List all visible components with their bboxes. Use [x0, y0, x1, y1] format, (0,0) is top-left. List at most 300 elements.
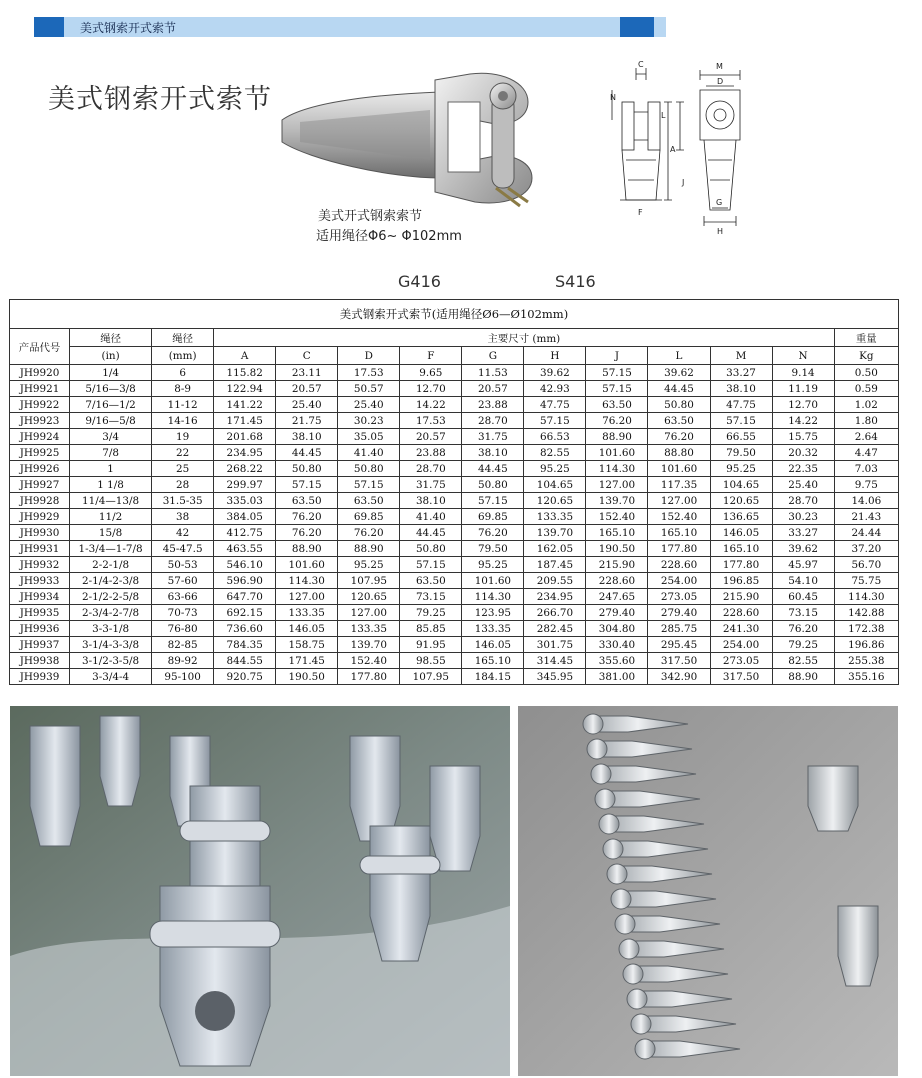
- cell-code: JH9932: [10, 557, 70, 573]
- cell-rope-in: 7/16—1/2: [70, 397, 152, 413]
- header-cap-left: [34, 17, 64, 37]
- cell-g: 57.15: [462, 493, 524, 509]
- cell-n: 28.70: [772, 493, 834, 509]
- cell-h: 47.75: [524, 397, 586, 413]
- cell-a: 463.55: [214, 541, 276, 557]
- dim-label-n: N: [610, 93, 616, 102]
- cell-j: 215.90: [586, 557, 648, 573]
- cell-m: 136.65: [710, 509, 772, 525]
- cell-l: 285.75: [648, 621, 710, 637]
- table-row: [10, 477, 899, 493]
- cell-h: 266.70: [524, 605, 586, 621]
- cell-rope-in: 15/8: [70, 525, 152, 541]
- cell-l: 101.60: [648, 461, 710, 477]
- cell-m: 254.00: [710, 637, 772, 653]
- cell-weight: 21.43: [834, 509, 898, 525]
- cell-l: 76.20: [648, 429, 710, 445]
- cell-rope-in: 2-1/2-2-5/8: [70, 589, 152, 605]
- cell-h: 104.65: [524, 477, 586, 493]
- table-row: [10, 637, 899, 653]
- cell-m: 47.75: [710, 397, 772, 413]
- cell-c: 88.90: [276, 541, 338, 557]
- cell-m: 33.27: [710, 365, 772, 381]
- cell-code: JH9938: [10, 653, 70, 669]
- cell-m: 120.65: [710, 493, 772, 509]
- cell-weight: 75.75: [834, 573, 898, 589]
- cell-j: 63.50: [586, 397, 648, 413]
- cell-code: JH9935: [10, 605, 70, 621]
- cell-f: 17.53: [400, 413, 462, 429]
- cell-weight: 9.75: [834, 477, 898, 493]
- cell-rope-mm: 82-85: [152, 637, 214, 653]
- cell-h: 314.45: [524, 653, 586, 669]
- cell-j: 247.65: [586, 589, 648, 605]
- cell-l: 342.90: [648, 669, 710, 685]
- cell-weight: 2.64: [834, 429, 898, 445]
- cell-n: 14.22: [772, 413, 834, 429]
- cell-f: 9.65: [400, 365, 462, 381]
- cell-g: 11.53: [462, 365, 524, 381]
- cell-d: 88.90: [338, 541, 400, 557]
- cell-c: 50.80: [276, 461, 338, 477]
- cell-d: 63.50: [338, 493, 400, 509]
- cell-j: 228.60: [586, 573, 648, 589]
- cell-a: 412.75: [214, 525, 276, 541]
- table-row: [10, 589, 899, 605]
- header-main-dims: 主要尺寸 (mm): [214, 329, 834, 347]
- cell-m: 165.10: [710, 541, 772, 557]
- dim-label-h: H: [717, 227, 724, 235]
- cell-h: 301.75: [524, 637, 586, 653]
- cell-n: 39.62: [772, 541, 834, 557]
- cell-rope-mm: 50-53: [152, 557, 214, 573]
- dim-col-d: D: [338, 347, 400, 365]
- cell-j: 152.40: [586, 509, 648, 525]
- dim-col-l: L: [648, 347, 710, 365]
- cell-f: 23.88: [400, 445, 462, 461]
- cell-c: 57.15: [276, 477, 338, 493]
- cell-l: 127.00: [648, 493, 710, 509]
- cell-rope-in: 3-1/4-3-3/8: [70, 637, 152, 653]
- cell-d: 139.70: [338, 637, 400, 653]
- dim-label-j: J: [682, 178, 685, 187]
- cell-code: JH9922: [10, 397, 70, 413]
- dim-label-m: M: [716, 62, 723, 71]
- cell-code: JH9928: [10, 493, 70, 509]
- socket-eye: [611, 889, 631, 909]
- product-photo-right: [518, 706, 898, 1076]
- cell-rope-mm: 89-92: [152, 653, 214, 669]
- cell-d: 152.40: [338, 653, 400, 669]
- cell-a: 784.35: [214, 637, 276, 653]
- cell-code: JH9933: [10, 573, 70, 589]
- cell-c: 76.20: [276, 525, 338, 541]
- cell-h: 345.95: [524, 669, 586, 685]
- cell-code: JH9923: [10, 413, 70, 429]
- cell-rope-in: 3-3-1/8: [70, 621, 152, 637]
- cell-rope-mm: 76-80: [152, 621, 214, 637]
- cell-h: 120.65: [524, 493, 586, 509]
- header-code: 产品代号: [10, 329, 70, 365]
- cell-h: 282.45: [524, 621, 586, 637]
- product-photo-left: [10, 706, 510, 1076]
- cell-l: 165.10: [648, 525, 710, 541]
- cell-rope-in: 7/8: [70, 445, 152, 461]
- cell-f: 31.75: [400, 477, 462, 493]
- cell-j: 101.60: [586, 445, 648, 461]
- cell-weight: 7.03: [834, 461, 898, 477]
- header-rope-mm: 绳径: [152, 329, 214, 347]
- cell-rope-in: 11/4—13/8: [70, 493, 152, 509]
- socket-eye: [615, 914, 635, 934]
- cell-rope-mm: 28: [152, 477, 214, 493]
- cell-d: 30.23: [338, 413, 400, 429]
- socket-eye: [635, 1039, 655, 1059]
- cell-rope-in: 9/16—5/8: [70, 413, 152, 429]
- socket-eye: [607, 864, 627, 884]
- product-title: 美式钢索开式索节: [48, 84, 272, 115]
- cell-d: 107.95: [338, 573, 400, 589]
- cell-h: 57.15: [524, 413, 586, 429]
- cell-a: 736.60: [214, 621, 276, 637]
- header-weight: 重量: [834, 329, 898, 347]
- dim-col-m: M: [710, 347, 772, 365]
- cell-m: 273.05: [710, 653, 772, 669]
- cell-c: 114.30: [276, 573, 338, 589]
- table-row: [10, 653, 899, 669]
- cell-code: JH9930: [10, 525, 70, 541]
- cell-f: 14.22: [400, 397, 462, 413]
- cell-c: 21.75: [276, 413, 338, 429]
- cell-a: 384.05: [214, 509, 276, 525]
- cell-rope-in: 1-3/4—1-7/8: [70, 541, 152, 557]
- table-row: [10, 493, 899, 509]
- cell-d: 120.65: [338, 589, 400, 605]
- cell-c: 171.45: [276, 653, 338, 669]
- cell-f: 28.70: [400, 461, 462, 477]
- cell-rope-in: 2-2-1/8: [70, 557, 152, 573]
- cell-n: 73.15: [772, 605, 834, 621]
- cell-d: 177.80: [338, 669, 400, 685]
- cell-m: 57.15: [710, 413, 772, 429]
- cell-j: 330.40: [586, 637, 648, 653]
- cell-a: 201.68: [214, 429, 276, 445]
- dim-col-h: H: [524, 347, 586, 365]
- cell-d: 133.35: [338, 621, 400, 637]
- cell-code: JH9927: [10, 477, 70, 493]
- cell-h: 133.35: [524, 509, 586, 525]
- cell-code: JH9925: [10, 445, 70, 461]
- dim-label-c: C: [638, 60, 644, 69]
- cell-g: 23.88: [462, 397, 524, 413]
- cell-g: 44.45: [462, 461, 524, 477]
- cell-j: 355.60: [586, 653, 648, 669]
- socket-eye: [631, 1014, 651, 1034]
- table-row: [10, 365, 899, 381]
- cell-f: 63.50: [400, 573, 462, 589]
- cell-f: 50.80: [400, 541, 462, 557]
- cell-g: 76.20: [462, 525, 524, 541]
- cell-rope-in: 2-1/4-2-3/8: [70, 573, 152, 589]
- cell-g: 79.50: [462, 541, 524, 557]
- cell-rope-mm: 70-73: [152, 605, 214, 621]
- cell-n: 33.27: [772, 525, 834, 541]
- dim-col-c: C: [276, 347, 338, 365]
- dim-label-d: D: [717, 77, 724, 86]
- cell-f: 20.57: [400, 429, 462, 445]
- cell-f: 98.55: [400, 653, 462, 669]
- cell-rope-mm: 57-60: [152, 573, 214, 589]
- cell-weight: 0.50: [834, 365, 898, 381]
- dim-col-f: F: [400, 347, 462, 365]
- cell-h: 234.95: [524, 589, 586, 605]
- cell-m: 196.85: [710, 573, 772, 589]
- cell-h: 139.70: [524, 525, 586, 541]
- header-title: 美式钢索开式索节: [80, 21, 177, 35]
- cell-c: 63.50: [276, 493, 338, 509]
- cell-m: 241.30: [710, 621, 772, 637]
- cell-m: 95.25: [710, 461, 772, 477]
- cell-g: 133.35: [462, 621, 524, 637]
- cell-weight: 37.20: [834, 541, 898, 557]
- cell-c: 38.10: [276, 429, 338, 445]
- cell-weight: 255.38: [834, 653, 898, 669]
- cell-g: 165.10: [462, 653, 524, 669]
- cell-code: JH9926: [10, 461, 70, 477]
- cell-f: 79.25: [400, 605, 462, 621]
- cell-weight: 1.80: [834, 413, 898, 429]
- table-row: [10, 605, 899, 621]
- cell-m: 228.60: [710, 605, 772, 621]
- product-photo: [270, 60, 550, 210]
- cell-rope-in: 5/16—3/8: [70, 381, 152, 397]
- cell-a: 920.75: [214, 669, 276, 685]
- cell-m: 38.10: [710, 381, 772, 397]
- cell-n: 30.23: [772, 509, 834, 525]
- cell-a: 122.94: [214, 381, 276, 397]
- cell-d: 25.40: [338, 397, 400, 413]
- socket-eye: [619, 939, 639, 959]
- cell-l: 317.50: [648, 653, 710, 669]
- cell-a: 141.22: [214, 397, 276, 413]
- cell-n: 9.14: [772, 365, 834, 381]
- cell-c: 190.50: [276, 669, 338, 685]
- cell-f: 38.10: [400, 493, 462, 509]
- cell-c: 133.35: [276, 605, 338, 621]
- cell-code: JH9929: [10, 509, 70, 525]
- cell-d: 17.53: [338, 365, 400, 381]
- cell-g: 38.10: [462, 445, 524, 461]
- cell-l: 279.40: [648, 605, 710, 621]
- cell-rope-mm: 42: [152, 525, 214, 541]
- cell-weight: 14.06: [834, 493, 898, 509]
- technical-drawing: [600, 60, 760, 235]
- cell-a: 299.97: [214, 477, 276, 493]
- cell-h: 42.93: [524, 381, 586, 397]
- cell-n: 11.19: [772, 381, 834, 397]
- cell-l: 254.00: [648, 573, 710, 589]
- cell-code: JH9920: [10, 365, 70, 381]
- cell-a: 844.55: [214, 653, 276, 669]
- table-row: [10, 381, 899, 397]
- cell-j: 127.00: [586, 477, 648, 493]
- header-rope-in-unit: (in): [70, 347, 152, 365]
- cell-rope-mm: 63-66: [152, 589, 214, 605]
- model-label-s416: S416: [555, 272, 596, 291]
- socket-eye: [599, 814, 619, 834]
- cell-code: JH9921: [10, 381, 70, 397]
- cell-rope-mm: 14-16: [152, 413, 214, 429]
- cell-j: 114.30: [586, 461, 648, 477]
- cell-h: 66.53: [524, 429, 586, 445]
- cell-d: 95.25: [338, 557, 400, 573]
- cell-h: 82.55: [524, 445, 586, 461]
- socket-eye: [587, 739, 607, 759]
- cell-rope-mm: 95-100: [152, 669, 214, 685]
- cell-h: 95.25: [524, 461, 586, 477]
- cell-l: 63.50: [648, 413, 710, 429]
- cell-g: 123.95: [462, 605, 524, 621]
- cell-f: 12.70: [400, 381, 462, 397]
- dim-col-g: G: [462, 347, 524, 365]
- cell-n: 22.35: [772, 461, 834, 477]
- cell-n: 12.70: [772, 397, 834, 413]
- cell-l: 39.62: [648, 365, 710, 381]
- cell-rope-mm: 25: [152, 461, 214, 477]
- cell-rope-mm: 6: [152, 365, 214, 381]
- cell-weight: 196.86: [834, 637, 898, 653]
- cell-j: 57.15: [586, 381, 648, 397]
- cell-d: 69.85: [338, 509, 400, 525]
- cell-rope-in: 3/4: [70, 429, 152, 445]
- table-row: [10, 621, 899, 637]
- cell-rope-in: 3-3/4-4: [70, 669, 152, 685]
- header-rope-in: 绳径: [70, 329, 152, 347]
- cell-d: 57.15: [338, 477, 400, 493]
- cell-n: 20.32: [772, 445, 834, 461]
- dim-col-a: A: [214, 347, 276, 365]
- cell-d: 76.20: [338, 525, 400, 541]
- cell-rope-mm: 11-12: [152, 397, 214, 413]
- header-weight-unit: Kg: [834, 347, 898, 365]
- cell-c: 20.57: [276, 381, 338, 397]
- cell-j: 279.40: [586, 605, 648, 621]
- cell-rope-mm: 31.5-35: [152, 493, 214, 509]
- cell-n: 25.40: [772, 477, 834, 493]
- table-row: [10, 445, 899, 461]
- cell-a: 692.15: [214, 605, 276, 621]
- cell-rope-mm: 45-47.5: [152, 541, 214, 557]
- product-caption-name: 美式开式钢索索节: [318, 209, 423, 224]
- table-row: [10, 461, 899, 477]
- cell-l: 152.40: [648, 509, 710, 525]
- cell-weight: 56.70: [834, 557, 898, 573]
- cell-weight: 355.16: [834, 669, 898, 685]
- cell-d: 50.80: [338, 461, 400, 477]
- cell-c: 101.60: [276, 557, 338, 573]
- cell-h: 39.62: [524, 365, 586, 381]
- cell-weight: 172.38: [834, 621, 898, 637]
- cell-n: 76.20: [772, 621, 834, 637]
- cell-g: 31.75: [462, 429, 524, 445]
- cell-m: 79.50: [710, 445, 772, 461]
- cell-c: 25.40: [276, 397, 338, 413]
- cell-d: 127.00: [338, 605, 400, 621]
- table-row: [10, 557, 899, 573]
- cell-g: 146.05: [462, 637, 524, 653]
- cell-a: 647.70: [214, 589, 276, 605]
- cell-g: 69.85: [462, 509, 524, 525]
- cell-rope-in: 1: [70, 461, 152, 477]
- cell-rope-in: 2-3/4-2-7/8: [70, 605, 152, 621]
- table-row: [10, 429, 899, 445]
- dim-label-f: F: [638, 208, 643, 217]
- cell-weight: 4.47: [834, 445, 898, 461]
- product-caption-range: 适用绳径Φ6~ Φ102mm: [316, 229, 462, 244]
- cell-j: 139.70: [586, 493, 648, 509]
- cell-j: 381.00: [586, 669, 648, 685]
- cell-n: 15.75: [772, 429, 834, 445]
- cell-f: 73.15: [400, 589, 462, 605]
- cell-c: 76.20: [276, 509, 338, 525]
- cell-c: 127.00: [276, 589, 338, 605]
- table-row: [10, 413, 899, 429]
- socket-eye: [595, 789, 615, 809]
- cell-m: 146.05: [710, 525, 772, 541]
- cell-n: 54.10: [772, 573, 834, 589]
- cell-n: 79.25: [772, 637, 834, 653]
- cell-l: 117.35: [648, 477, 710, 493]
- socket-eye: [583, 714, 603, 734]
- cell-m: 104.65: [710, 477, 772, 493]
- table-row: [10, 541, 899, 557]
- cell-j: 57.15: [586, 365, 648, 381]
- cell-m: 66.55: [710, 429, 772, 445]
- cell-weight: 114.30: [834, 589, 898, 605]
- cell-rope-mm: 19: [152, 429, 214, 445]
- cell-rope-in: 3-1/2-3-5/8: [70, 653, 152, 669]
- cell-a: 115.82: [214, 365, 276, 381]
- cell-c: 158.75: [276, 637, 338, 653]
- cell-n: 82.55: [772, 653, 834, 669]
- cell-d: 50.57: [338, 381, 400, 397]
- cell-j: 304.80: [586, 621, 648, 637]
- cell-a: 171.45: [214, 413, 276, 429]
- cell-a: 268.22: [214, 461, 276, 477]
- cell-code: JH9939: [10, 669, 70, 685]
- cell-l: 273.05: [648, 589, 710, 605]
- cell-n: 45.97: [772, 557, 834, 573]
- cell-d: 35.05: [338, 429, 400, 445]
- cell-code: JH9936: [10, 621, 70, 637]
- cell-j: 88.90: [586, 429, 648, 445]
- cell-g: 50.80: [462, 477, 524, 493]
- cell-m: 215.90: [710, 589, 772, 605]
- cell-m: 317.50: [710, 669, 772, 685]
- socket-eye: [603, 839, 623, 859]
- cell-rope-in: 1/4: [70, 365, 152, 381]
- table-caption: 美式钢索开式索节(适用绳径Ø6—Ø102mm): [10, 300, 899, 329]
- cell-code: JH9937: [10, 637, 70, 653]
- cell-rope-in: 1 1/8: [70, 477, 152, 493]
- dim-label-a: A: [670, 145, 676, 154]
- cell-f: 44.45: [400, 525, 462, 541]
- cell-rope-mm: 8-9: [152, 381, 214, 397]
- cell-code: JH9931: [10, 541, 70, 557]
- cell-code: JH9934: [10, 589, 70, 605]
- cell-g: 95.25: [462, 557, 524, 573]
- dim-label-l: L: [661, 111, 666, 120]
